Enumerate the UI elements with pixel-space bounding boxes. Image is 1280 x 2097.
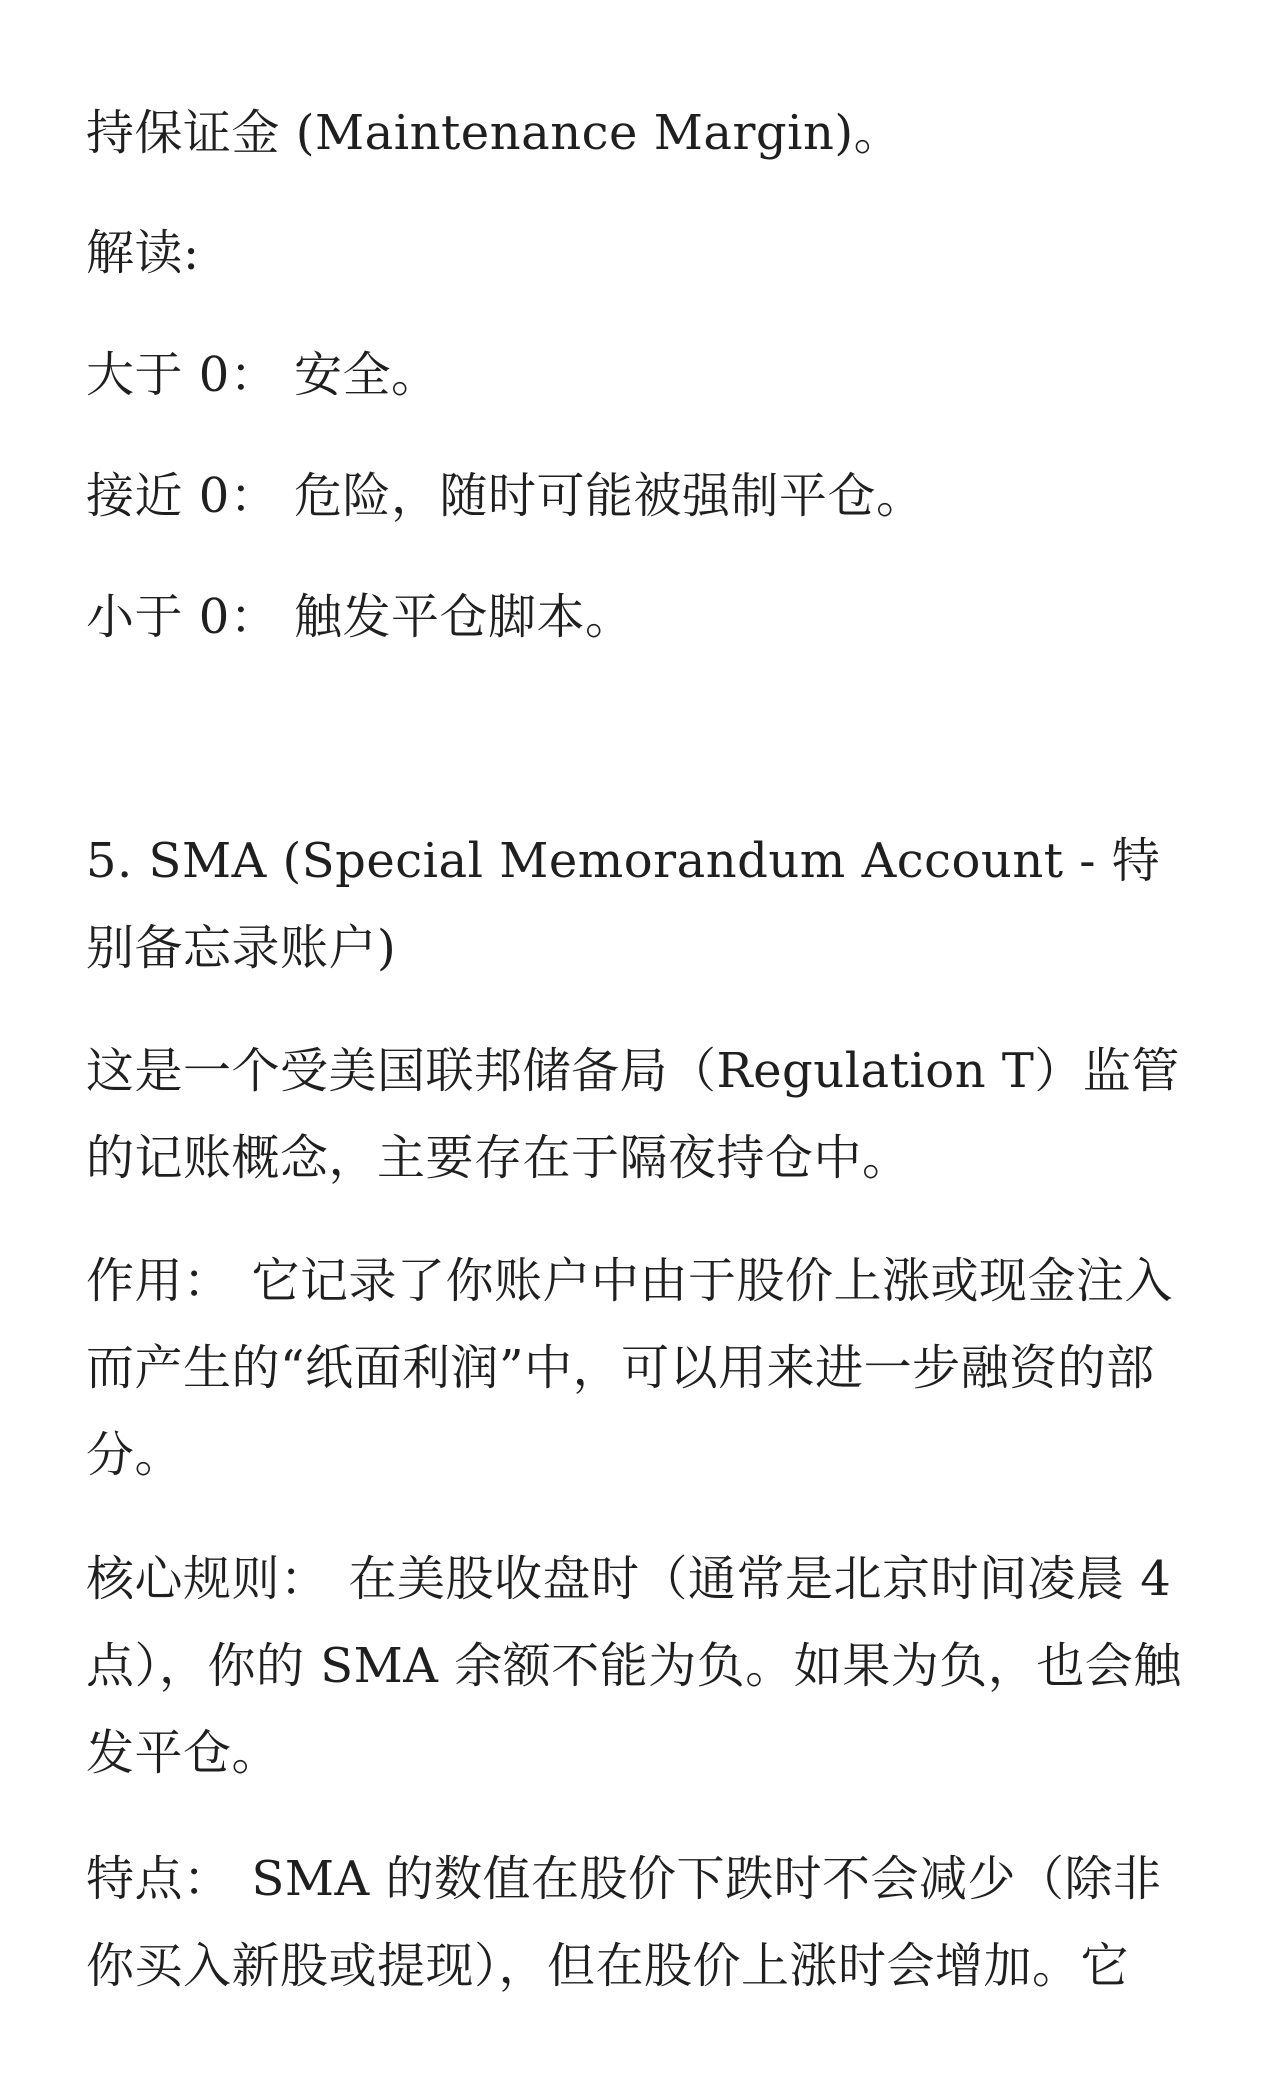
- near-zero-text: 接近 0： 危险，随时可能被强制平仓。: [86, 468, 925, 524]
- feature-label: 特点：: [86, 1851, 232, 1907]
- function-paragraph: [86, 1238, 1196, 1499]
- function-label: 作用：: [86, 1253, 232, 1309]
- feature-paragraph: [86, 1836, 1196, 2010]
- function-text: 它记录了你账户中由于股价上涨或现金注入而产生的“纸面利润”中，可以用来进一步融资的部分。: [86, 1253, 1174, 1483]
- section-5-intro: 这是一个受美国联邦储备局（Regulation T）监管的记账概念，主要存在于隔夜持仓中。: [86, 1043, 1180, 1186]
- maintenance-margin-text: 持保证金 (Maintenance Margin)。: [86, 105, 903, 161]
- core-rule-label: 核心规则：: [86, 1551, 329, 1607]
- section-5-heading: 5. SMA (Special Memorandum Account - 特别备忘录账户): [86, 833, 1161, 976]
- interpretation-label: 解读:: [86, 225, 200, 281]
- core-rule-text: 在美股收盘时（通常是北京时间凌晨 4 点），你的 SMA 余额不能为负。如果为负，也会触发平仓。: [86, 1551, 1182, 1781]
- feature-text: SMA 的数值在股价下跌时不会减少（除非你买入新股或提现），但在股价上涨时会增加。它: [86, 1851, 1162, 1994]
- core-rule-paragraph: [86, 1536, 1196, 1797]
- above-zero-text: 大于 0： 安全。: [86, 347, 440, 403]
- below-zero-text: 小于 0： 触发平仓脚本。: [86, 589, 634, 645]
